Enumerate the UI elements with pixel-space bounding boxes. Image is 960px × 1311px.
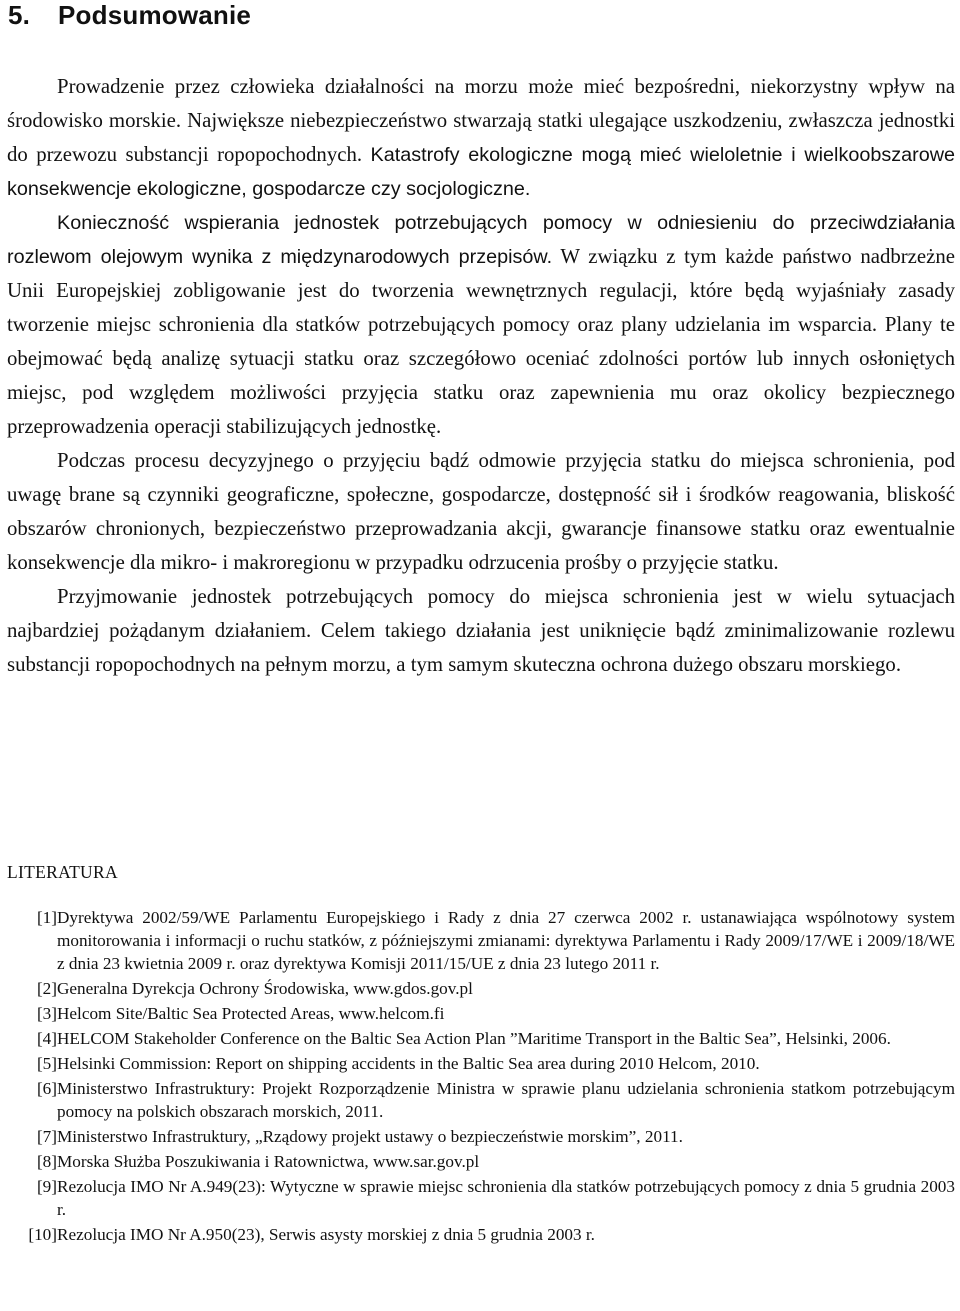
reference-text: Generalna Dyrekcja Ochrony Środowiska, www.gdos.gov.pl — [57, 979, 473, 998]
section-title: Podsumowanie — [58, 0, 252, 30]
paragraph-4: Przyjmowanie jednostek potrzebujących pomocy do miejsca schronienia jest w wielu sytuacjach najbardziej pożądanym działaniem. Celem takiego działania jest uniknięcie bądź zminimalizowanie rozlewu substancji ropopochodnych na pełnym morzu, a tym samym skuteczna ochrona dużego obszaru morskiego. — [7, 585, 955, 676]
reference-item — [7, 1223, 955, 1246]
reference-text: Helcom Site/Baltic Sea Protected Areas, www.helcom.fi — [57, 1004, 445, 1023]
reference-item — [7, 977, 955, 1000]
reference-item — [7, 1150, 955, 1173]
paragraph-1-sentence-2: Katastrofy ekologiczne mogą mieć wieloletnie i wielkoobszarowe konsekwencje ekologiczne, gospodarcze czy socjologiczne. — [7, 144, 956, 200]
reference-text: Dyrektywa 2002/59/WE Parlamentu Europejskiego i Rady z dnia 27 czerwca 2002 r. ustanawiająca wspólnotowy system monitorowania i informacji o ruchu statków, z późniejszymi zmianami: dyrektywa Parlamentu i Rady 2009/17/WE i 2009/18/WE z dnia 23 kwietnia 2009 r. oraz dyrektywa Komisji 2011/15/UE z dnia 23 lutego 2011 r. — [57, 908, 955, 973]
reference-text: HELCOM Stakeholder Conference on the Baltic Sea Action Plan ”Maritime Transport in the Baltic Sea”, Helsinki, 2006. — [57, 1029, 891, 1048]
paragraph-2-sentence-3: Plany te obejmować będą analizę sytuacji statku oraz szczegółowo oceniać zdolności portów lub innych osłoniętych miejsc, pod względem możliwości przyjęcia statku oraz zapewnienia mu oraz okolicy bezpiecznego przeprowadzenia operacji stabilizujących jednostkę. — [7, 313, 955, 438]
reference-text: Helsinki Commission: Report on shipping accidents in the Baltic Sea area during 2010 Helcom, 2010. — [57, 1054, 760, 1073]
reference-number: [7] — [36, 1127, 57, 1146]
paragraph-1-sentence-1: Prowadzenie przez człowieka działalności na morzu może mieć bezpośredni, niekorzystny wpływ na środowisko morskie. Największe niebezpieczeństwo stwarzają statki ulegające uszkodzeniu, zwłaszcza jednostki do przewozu substancji ropopochodnych. — [7, 75, 955, 166]
reference-number: [1] — [36, 908, 57, 927]
section-heading — [8, 0, 251, 31]
reference-item — [7, 1077, 955, 1123]
reference-number: [4] — [36, 1029, 57, 1048]
reference-text: Ministerstwo Infrastruktury, „Rządowy projekt ustawy o bezpieczeństwie morskim”, 2011. — [57, 1127, 683, 1146]
reference-text: Rezolucja IMO Nr A.950(23), Serwis asysty morskiej z dnia 5 grudnia 2003 r. — [57, 1225, 595, 1244]
reference-item — [7, 1027, 955, 1050]
reference-item — [7, 1002, 955, 1025]
reference-number: [2] — [36, 979, 57, 998]
paragraph-2-sentence-2: W związku z tym każde państwo nadbrzeżne Unii Europejskiej zobligowanie jest do tworzenia wewnętrznych regulacji, które będą wyjaśniały zasady tworzenie miejsc schronienia dla statków potrzebujących pomocy oraz plany udzielania im wsparcia. — [7, 245, 955, 336]
reference-text: Ministerstwo Infrastruktury: Projekt Rozporządzenie Ministra w sprawie planu udzielania schronienia statkom potrzebującym pomocy na polskich obszarach morskich, 2011. — [57, 1079, 955, 1121]
reference-number: [3] — [36, 1004, 57, 1023]
reference-item — [7, 1125, 955, 1148]
summary-body — [7, 70, 955, 682]
reference-text: Morska Służba Poszukiwania i Ratownictwa, www.sar.gov.pl — [57, 1152, 480, 1171]
reference-list — [7, 906, 955, 1248]
paragraph-2-sentence-1: Konieczność wspierania jednostek potrzebujących pomocy w odniesieniu do przeciwdziałania rozlewom olejowym wynika z międzynarodowych przepisów. — [7, 212, 955, 268]
reference-item — [7, 1052, 955, 1075]
literature-heading: LITERATURA — [7, 862, 118, 882]
reference-item — [7, 906, 955, 975]
reference-number: [5] — [36, 1054, 57, 1073]
reference-number: [9] — [36, 1177, 57, 1196]
paragraph-1 — [7, 70, 955, 206]
paragraph-2 — [7, 206, 955, 444]
reference-number: [8] — [36, 1152, 57, 1171]
paragraph-3: Podczas procesu decyzyjnego o przyjęciu bądź odmowie przyjęcia statku do miejsca schronienia, pod uwagę brane są czynniki geograficzne, społeczne, gospodarcze, dostępność sił i środków reagowania, bliskość obszarów chronionych, bezpieczeństwo przeprowadzania akcji, gwarancje finansowe statku oraz ewentualnie konsekwencje dla mikro- i makroregionu w przypadku odrzucenia prośby o przyjęcie statku. — [7, 449, 955, 574]
reference-number: [6] — [36, 1079, 57, 1098]
reference-text: Rezolucja IMO Nr A.949(23): Wytyczne w sprawie miejsc schronienia dla statków potrzebujących pomocy z dnia 5 grudnia 2003 r. — [57, 1177, 955, 1219]
section-number: 5. — [8, 0, 31, 30]
reference-number: [10] — [28, 1225, 57, 1244]
reference-item — [7, 1175, 955, 1221]
